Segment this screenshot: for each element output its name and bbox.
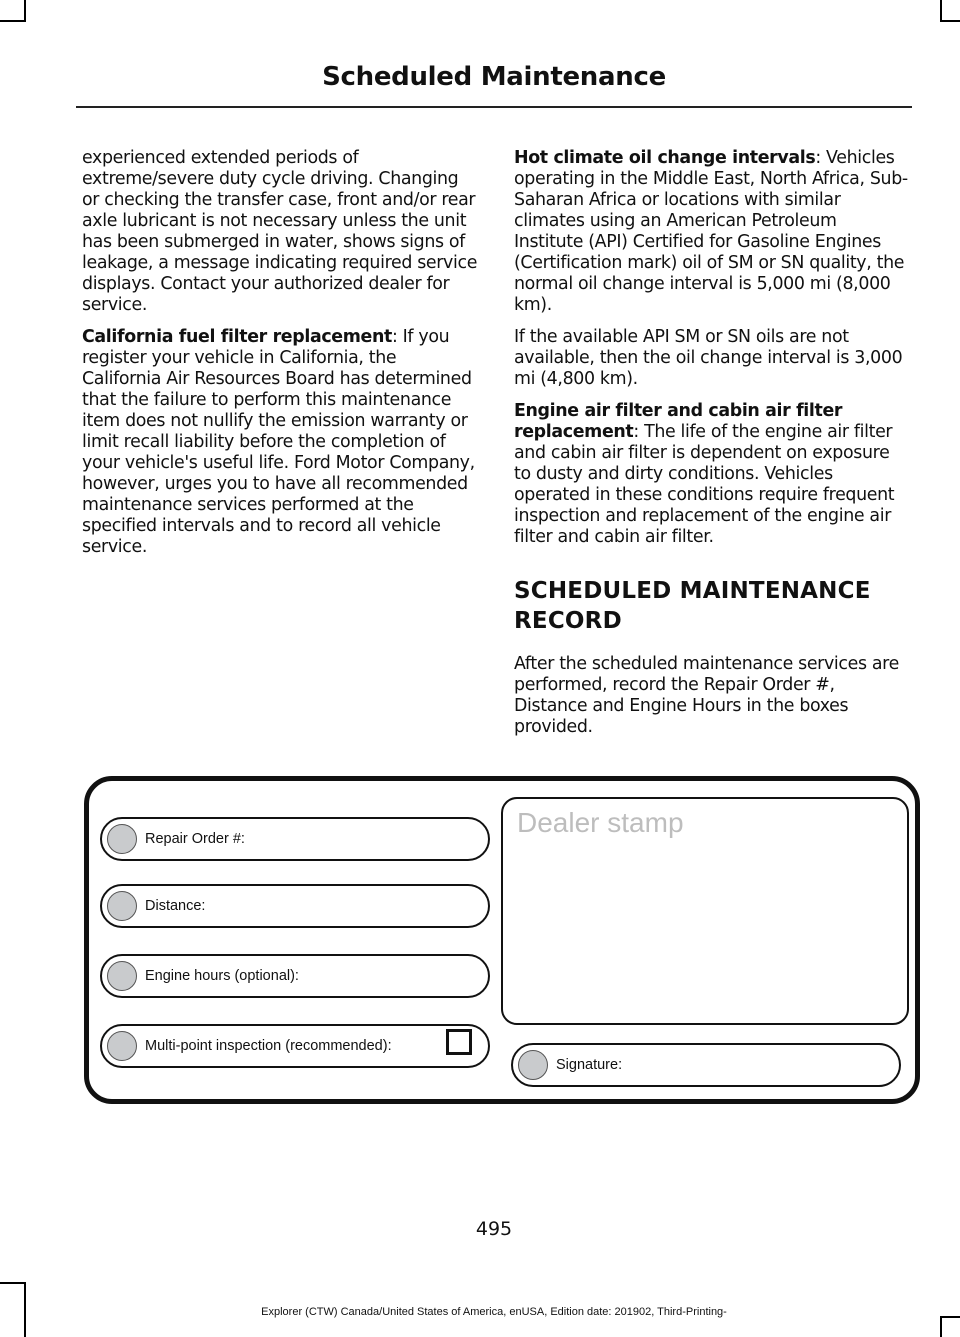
inspection-label: Multi-point inspection (recommended): <box>145 1038 392 1054</box>
distance-label: Distance: <box>145 898 206 914</box>
signature-label: Signature: <box>556 1057 623 1073</box>
inspection-field <box>100 1024 490 1068</box>
engine-hours-field[interactable] <box>100 954 490 998</box>
circle-icon <box>518 1050 548 1080</box>
paragraph-api-oils: If the available API SM or SN oils are not available, then the oil change interval is 3,000 mi (4,800 km). <box>514 327 903 389</box>
signature-field[interactable] <box>511 1043 901 1087</box>
inspection-checkbox[interactable] <box>446 1029 472 1055</box>
crop-mark <box>940 0 942 22</box>
footer-text: Explorer (CTW) Canada/United States of America, enUSA, Edition date: 201902, Third-Printing- <box>261 1306 727 1318</box>
right-column <box>514 148 910 749</box>
maintenance-record-card <box>84 776 920 1104</box>
paragraph-severe-duty: experienced extended periods of extreme/severe duty cycle driving. Changing or checking the transfer case, front and/or rear axle lubricant is not necessary unless the unit has been submerged in water, shows signs of leakage, a message indicating required service displays. Contact your authorized dealer for service. <box>82 148 478 315</box>
crop-mark <box>940 1316 942 1337</box>
left-column <box>82 148 478 569</box>
term-hot-climate: Hot climate oil change intervals <box>514 148 816 168</box>
circle-icon <box>107 961 137 991</box>
circle-icon <box>107 1031 137 1061</box>
repair-order-field[interactable] <box>100 817 490 861</box>
dealer-stamp-label: Dealer stamp <box>517 807 684 838</box>
dealer-stamp-box[interactable] <box>501 797 909 1025</box>
paragraph-california-fuel-filter: California fuel filter replacement: If you register your vehicle in California, the California Air Resources Board has determined that the failure to perform this maintenance item does not nullify the emission warranty or limit recall liability before the completion of your vehicle's useful life. Ford Motor Company, however, urges you to have all recommended maintenance services performed at the specified intervals and to record all vehicle service. <box>82 327 475 557</box>
repair-order-label: Repair Order #: <box>145 831 245 847</box>
term-air-filter: Engine air filter and cabin air filter replacement <box>514 401 843 442</box>
paragraph-hot-climate: Hot climate oil change intervals: Vehicles operating in the Middle East, North Africa, Sub-Saharan Africa or locations with similar climates using an American Petroleum Institute (API) Certified for Gasoline Engines (Certification mark) oil of SM or SN quality, the normal oil change interval is 5,000 mi (8,000 km). <box>514 148 908 315</box>
distance-field[interactable] <box>100 884 490 928</box>
crop-mark <box>24 0 26 22</box>
engine-hours-label: Engine hours (optional): <box>145 968 299 984</box>
circle-icon <box>107 891 137 921</box>
circle-icon <box>107 824 137 854</box>
crop-mark <box>0 1282 24 1284</box>
term-california-fuel-filter: California fuel filter replacement <box>82 327 392 347</box>
crop-mark <box>942 20 960 22</box>
crop-mark <box>0 20 24 22</box>
page-number: 495 <box>475 1218 513 1240</box>
page-title: Scheduled Maintenance <box>322 62 666 92</box>
section-heading: SCHEDULED MAINTENANCE RECORD <box>514 578 871 634</box>
paragraph-air-filter: Engine air filter and cabin air filter replacement: The life of the engine air filter and cabin air filter is dependent on exposure to dusty and dirty conditions. Vehicles operated in these conditions require frequent inspection and replacement of the engine air filter and cabin air filter. <box>514 401 895 547</box>
header-rule <box>76 106 912 108</box>
paragraph-record-instructions: After the scheduled maintenance services are performed, record the Repair Order #, Distance and Engine Hours in the boxes provided. <box>514 654 899 737</box>
